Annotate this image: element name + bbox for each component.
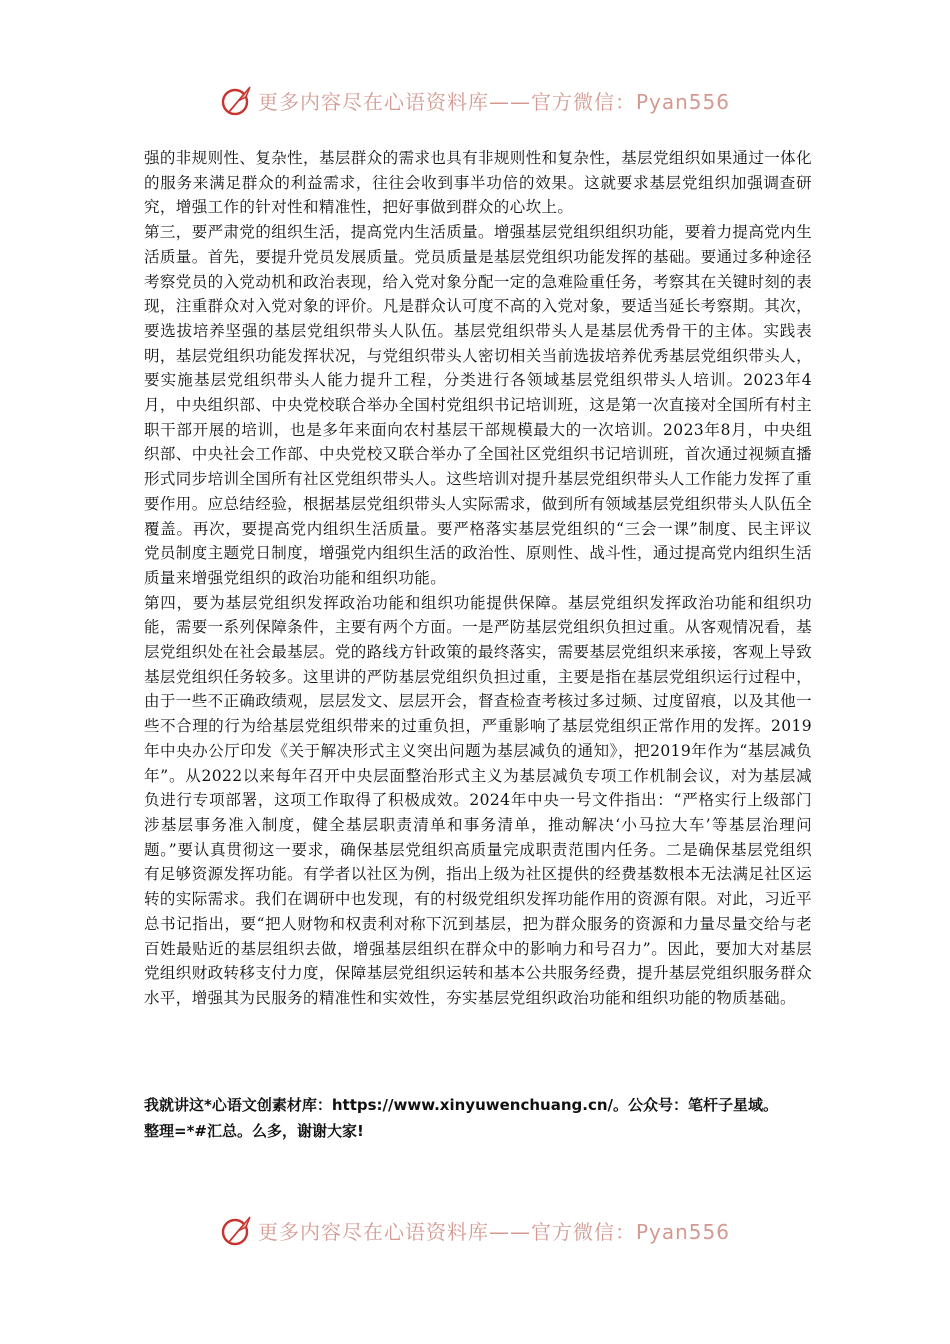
banner-text: 更多内容尽在心语资料库——官方微信：Pyan556 xyxy=(257,89,730,114)
footer-note-line-2: 整理=*#汇总。么多，谢谢大家! xyxy=(144,1122,364,1140)
footer-note xyxy=(144,1092,834,1144)
header-banner xyxy=(0,80,950,120)
footer-note-line-1: 我就讲这*心语文创素材库：https://www.xinyuwenchuang.cn/。公众号：笔杆子星域。 xyxy=(144,1096,778,1114)
paragraph-third-point: 第三，要严肃党的组织生活，提高党内生活质量。增强基层党组织组织功能，要着力提高党内生活质量。首先，要提升党员发展质量。党员质量是基层党组织功能发挥的基础。要通过多种途径考察党员的入党动机和政治表现，给入党对象分配一定的急难险重任务，考察其在关键时刻的表现，注重群众对入党对象的评价。凡是群众认可度不高的入党对象，要适当延长考察期。其次，要选拔培养坚强的基层党组织带头人队伍。基层党组织带头人是基层优秀骨干的主体。实践表明，基层党组织功能发挥状况，与党组织带头人密切相关当前选拔培养优秀基层党组织带头人，要实施基层党组织带头人能力提升工程，分类进行各领域基层党组织带头人培训。2023年4月，中央组织部、中央党校联合举办全国村党组织书记培训班，这是第一次直接对全国所有村主职干部开展的培训，也是多年来面向农村基层干部规模最大的一次培训。2023年8月，中央组织部、中央社会工作部、中央党校又联合举办了全国社区党组织书记培训班，首次通过视频直播形式同步培训全国所有社区党组织带头人。这些培训对提升基层党组织带头人工作能力发挥了重要作用。应总结经验，根据基层党组织带头人实际需求，做到所有领域基层党组织带头人队伍全覆盖。再次，要提高党内组织生活质量。要严格落实基层党组织的“三会一课”制度、民主评议党员制度主题党日制度，增强党内组织生活的政治性、原则性、战斗性，通过提高党内组织生活质量来增强党组织的政治功能和组织功能。 xyxy=(144,223,812,587)
article-body xyxy=(144,146,812,1011)
paragraph-continuation: 强的非规则性、复杂性，基层群众的需求也具有非规则性和复杂性，基层党组织如果通过一体化的服务来满足群众的利益需求，往往会收到事半功倍的效果。这就要求基层党组织加强调查研究，增强工作的针对性和精准性，把好事做到群众的心坎上。 xyxy=(144,149,812,217)
quill-pen-logo-icon xyxy=(220,1213,254,1247)
banner-text: 更多内容尽在心语资料库——官方微信：Pyan556 xyxy=(257,1219,730,1244)
quill-pen-logo-icon xyxy=(220,83,254,117)
paragraph-fourth-point: 第四，要为基层党组织发挥政治功能和组织功能提供保障。基层党组织发挥政治功能和组织功能，需要一系列保障条件，主要有两个方面。一是严防基层党组织负担过重。从客观情况看，基层党组织处在社会最基层。党的路线方针政策的最终落实，需要基层党组织来承接，客观上导致基层党组织任务较多。这里讲的严防基层党组织负担过重，主要是指在基层党组织运行过程中，由于一些不正确政绩观，层层发文、层层开会，督查检查考核过多过频、过度留痕，以及其他一些不合理的行为给基层党组织带来的过重负担，严重影响了基层党组织正常作用的发挥。2019年中央办公厅印发《关于解决形式主义突出问题为基层减负的通知》，把2019年作为“基层减负年”。从2022以来每年召开中央层面整治形式主义为基层减负专项工作机制会议，对为基层减负进行专项部署，这项工作取得了积极成效。2024年中央一号文件指出：“严格实行上级部门涉基层事务准入制度，健全基层职责清单和事务清单，推动解决‘小马拉大车’等基层治理问题。”要认真贯彻这一要求，确保基层党组织高质量完成职责范围内任务。二是确保基层党组织有足够资源发挥功能。有学者以社区为例，指出上级为社区提供的经费基数根本无法满足社区运转的实际需求。我们在调研中也发现，有的村级党组织发挥功能作用的资源有限。对此，习近平总书记指出，要“把人财物和权责利对称下沉到基层，把为群众服务的资源和力量尽量交给与老百姓最贴近的基层组织去做，增强基层组织在群众中的影响力和号召力”。因此，要加大对基层党组织财政转移支付力度，保障基层党组织运转和基本公共服务经费，提升基层党组织服务群众水平，增强其为民服务的精准性和实效性，夯实基层党组织政治功能和组织功能的物质基础。 xyxy=(144,593,812,1007)
footer-banner xyxy=(0,1210,950,1250)
